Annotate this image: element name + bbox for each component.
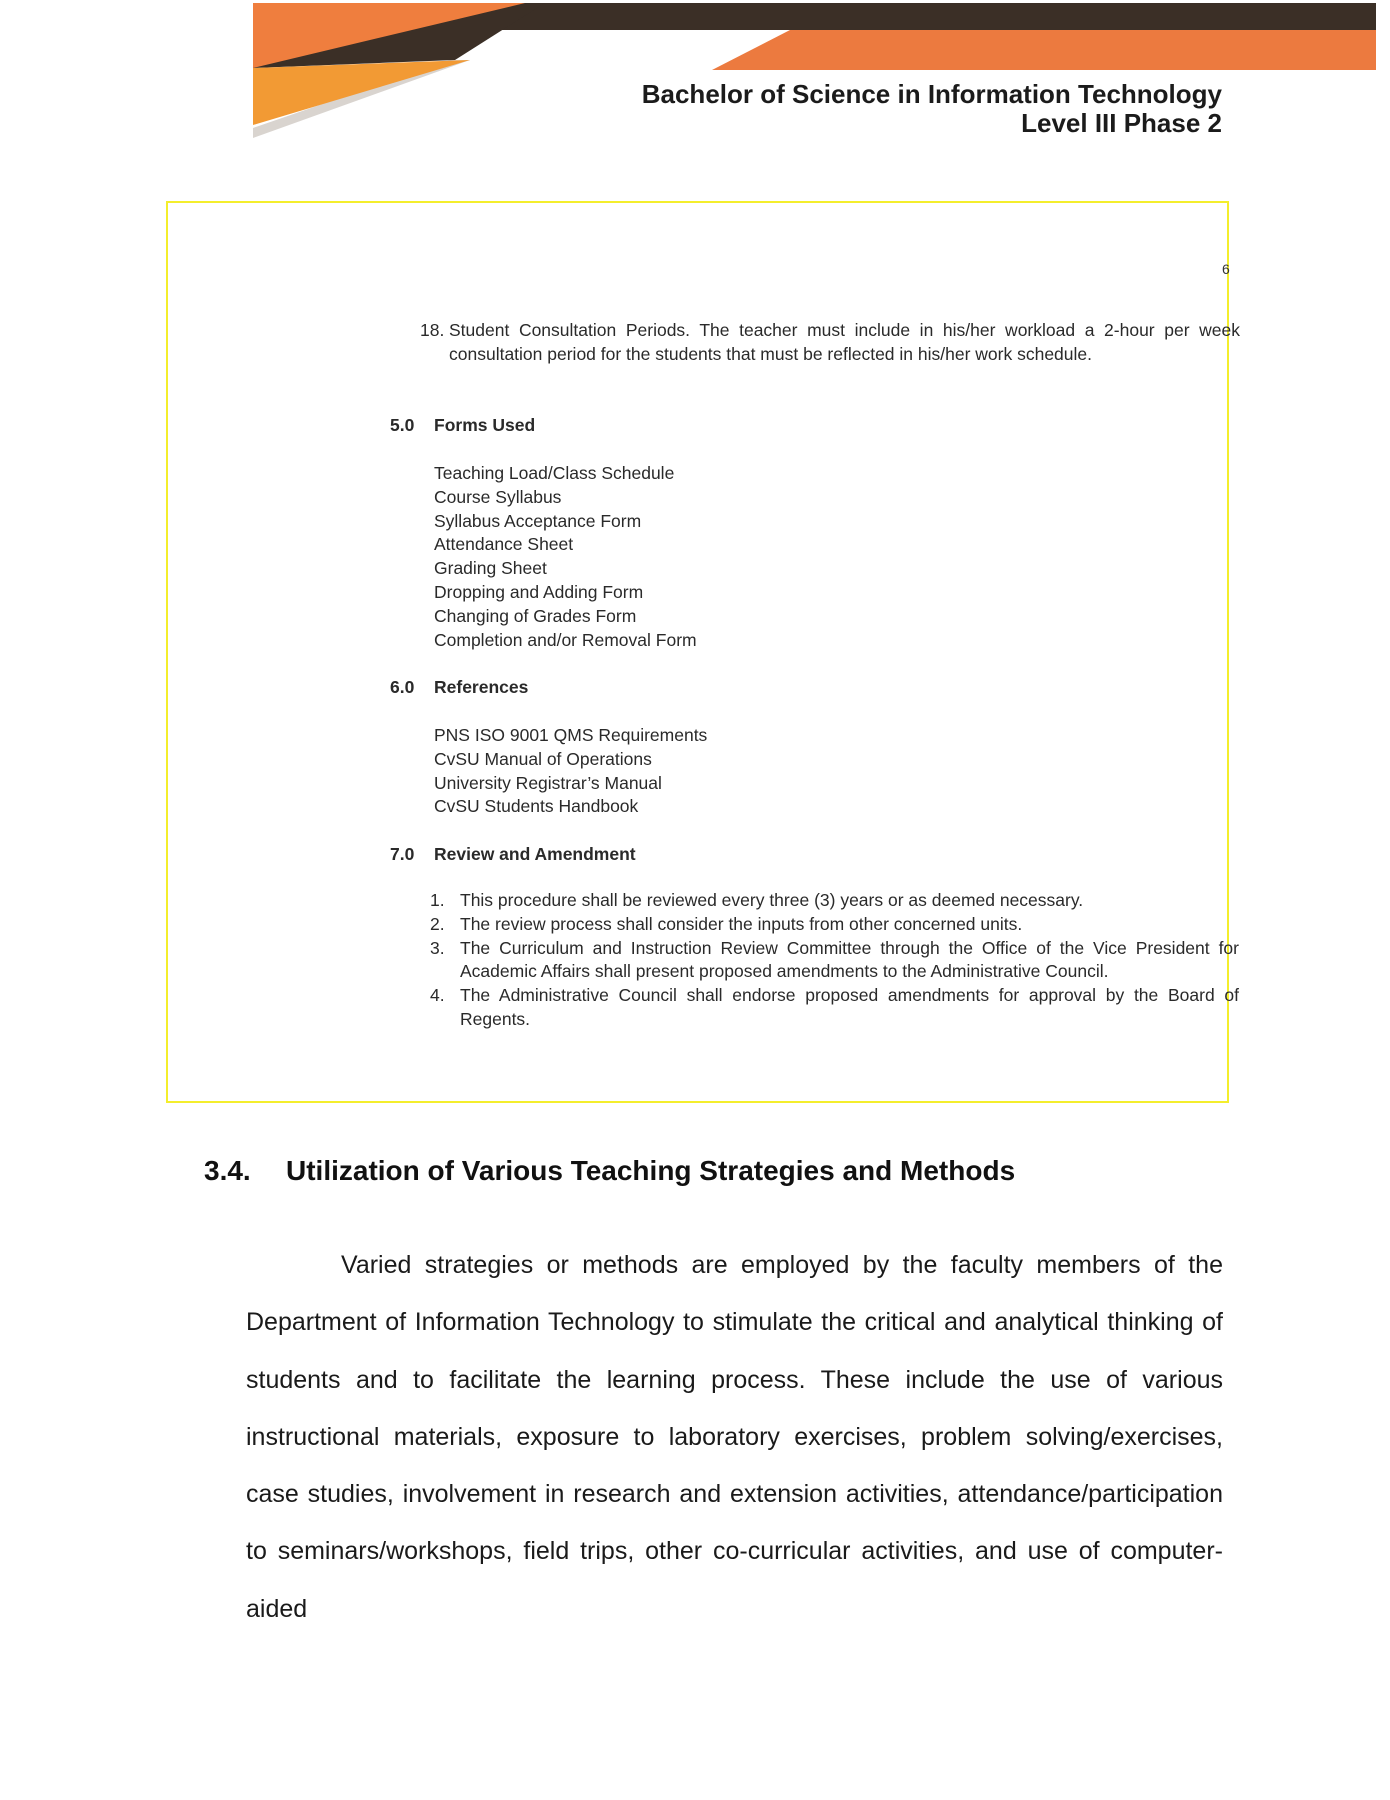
- list-item: PNS ISO 9001 QMS Requirements: [434, 725, 708, 745]
- forms-used-list: [434, 462, 697, 652]
- header-title-line2: Level III Phase 2: [1021, 108, 1222, 138]
- document-header: [642, 80, 1222, 138]
- list-item: Attendance Sheet: [434, 534, 574, 555]
- section-title: Forms Used: [434, 415, 536, 435]
- item-18-text: Student Consultation Periods. The teacher must include in his/her workload a 2-hour per week consultation period for the students that must be reflected in his/her work schedule.: [449, 320, 1240, 364]
- list-item-text: The review process shall consider the inputs from other concerned units.: [460, 913, 1023, 934]
- section-heading-title: Utilization of Various Teaching Strategies and Methods: [286, 1155, 1016, 1186]
- section-heading-number: 3.4.: [204, 1155, 251, 1186]
- review-list: [430, 889, 1239, 1032]
- list-item: Syllabus Acceptance Form: [434, 510, 642, 531]
- references-list: [434, 724, 707, 819]
- list-item: University Registrar’s Manual: [434, 772, 662, 793]
- embedded-page-frame: [166, 201, 1240, 1103]
- list-item: Teaching Load/Class Schedule: [434, 463, 675, 483]
- section-number: 5.0: [390, 415, 415, 435]
- list-item-text: The Administrative Council shall endorse proposed amendments for approval by the Board of Regents.: [460, 985, 1239, 1029]
- list-item-number: 1.: [430, 890, 445, 910]
- list-item: [430, 913, 1239, 937]
- section-heading: [204, 1155, 1015, 1187]
- item-18: [420, 319, 1240, 367]
- list-item-number: 3.: [430, 937, 445, 958]
- embedded-page-number: 6: [1222, 261, 1230, 277]
- list-item: Changing of Grades Form: [434, 605, 637, 626]
- section-number: 7.0: [390, 844, 415, 864]
- section-review-heading: [390, 843, 636, 867]
- section-number: 6.0: [390, 677, 415, 697]
- list-item: Completion and/or Removal Form: [434, 629, 697, 650]
- section-references-heading: [390, 676, 528, 700]
- list-item: [430, 984, 1239, 1032]
- body-paragraph: Varied strategies or methods are employed by the faculty members of the Department of Information Technology to stimulate the critical and analytical thinking of students and to facilitate the learning process. These include the use of various instructional materials, exposure to laboratory exercises, problem solving/exercises, case studies, involvement in research and extension activities, attendance/participation to seminars/workshops, field trips, other co-curricular activities, and use of computer-aided: [246, 1251, 1223, 1623]
- section-title: Review and Amendment: [434, 844, 636, 864]
- list-item: [430, 889, 1239, 913]
- list-item-text: This procedure shall be reviewed every three (3) years or as deemed necessary.: [460, 890, 1084, 910]
- list-item-number: 2.: [430, 913, 445, 934]
- list-item-number: 4.: [430, 985, 445, 1006]
- list-item: CvSU Manual of Operations: [434, 748, 652, 769]
- list-item: CvSU Students Handbook: [434, 796, 639, 817]
- list-item: Grading Sheet: [434, 558, 547, 579]
- list-item: [430, 937, 1239, 985]
- header-title-line1: Bachelor of Science in Information Technology: [641, 79, 1222, 109]
- section-forms-used-heading: [390, 414, 535, 438]
- item-18-number: 18.: [420, 320, 445, 340]
- banner-orange-bar: [712, 30, 1376, 70]
- list-item: Dropping and Adding Form: [434, 581, 644, 602]
- list-item: Course Syllabus: [434, 486, 562, 507]
- section-title: References: [434, 677, 529, 697]
- list-item-text: The Curriculum and Instruction Review Committee through the Office of the Vice President for Academic Affairs shall present proposed amendments to the Administrative Council.: [460, 937, 1239, 982]
